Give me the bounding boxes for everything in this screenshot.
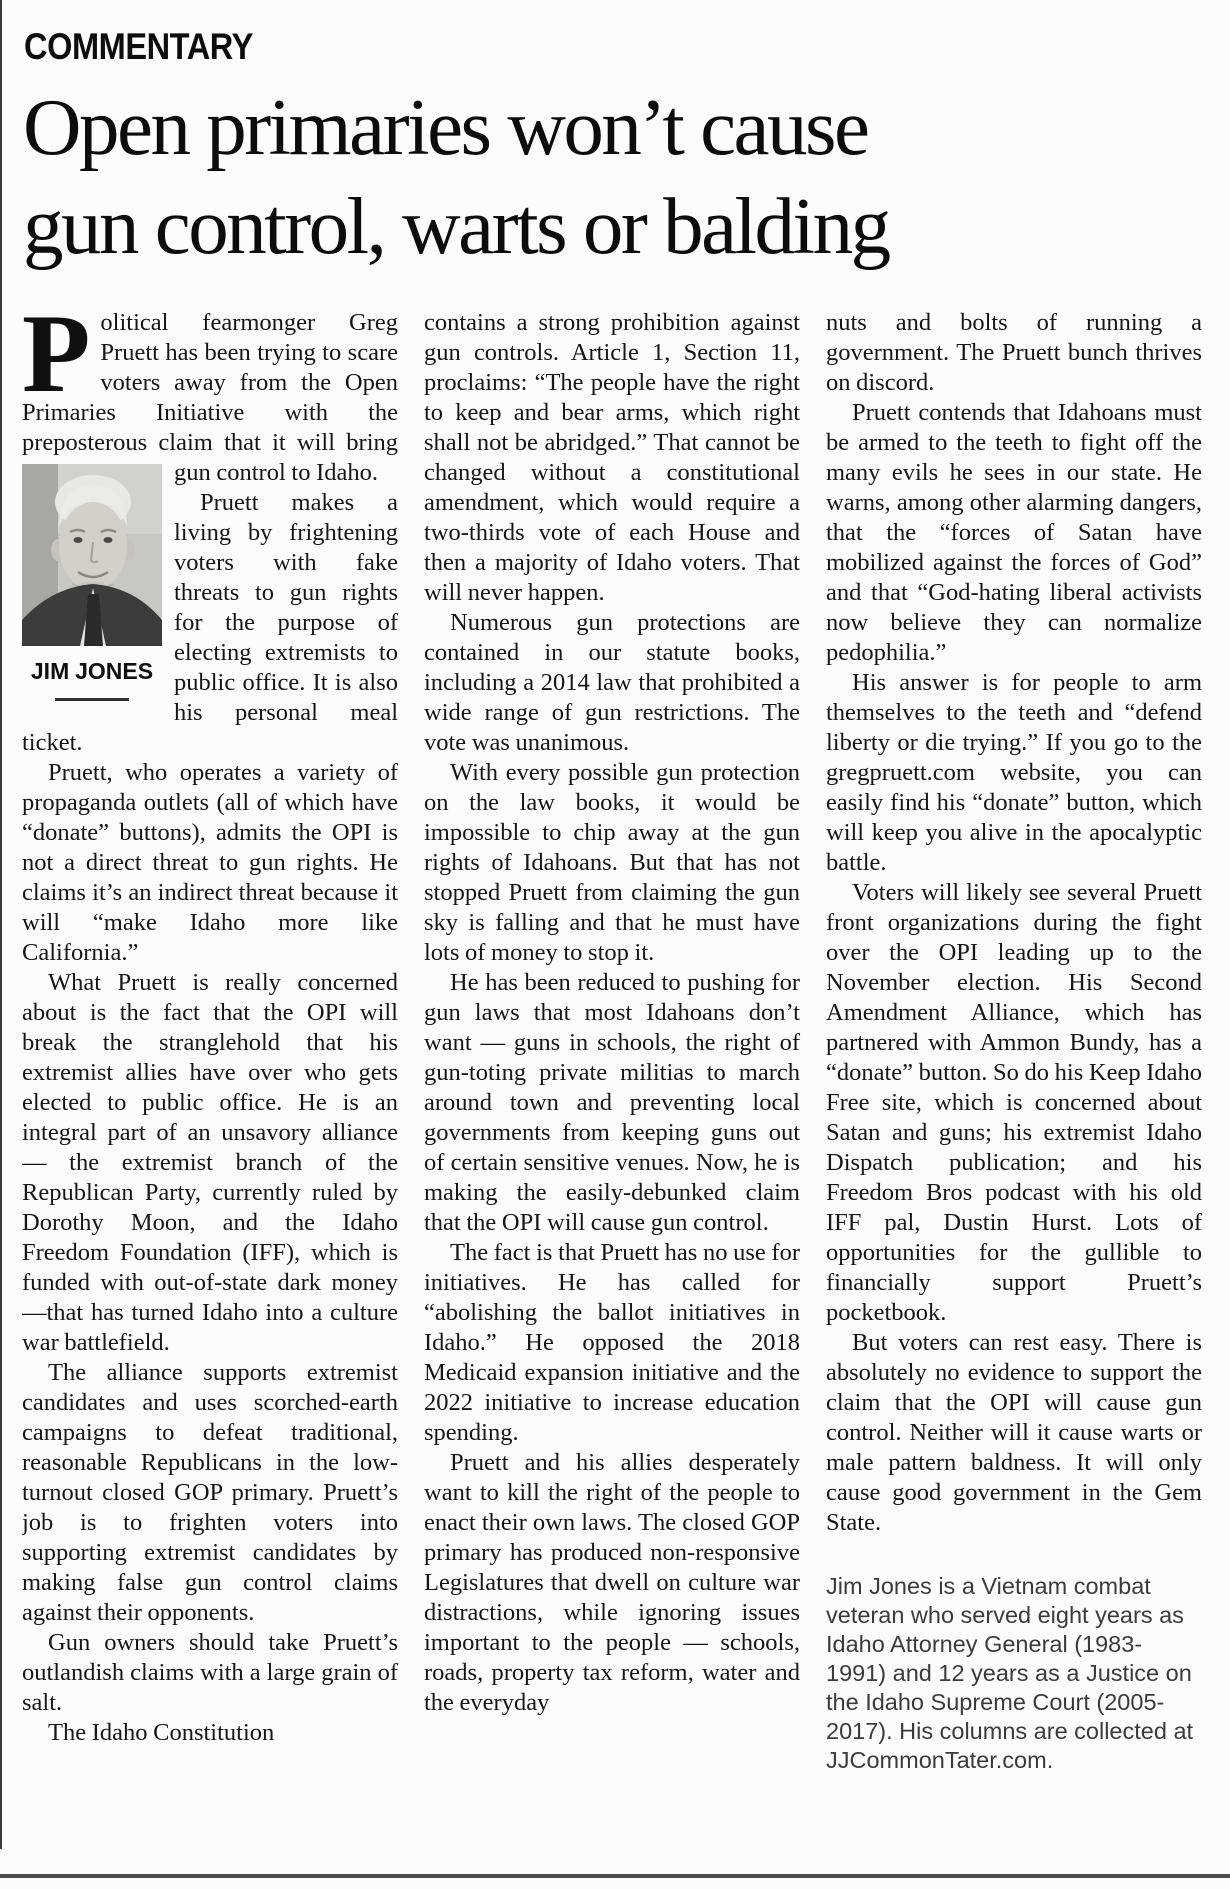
opening-text-before-photo: olitical fearmonger Greg Pruett has been trying to scare voters away from the Open Primaries Initiative with the preposterous claim that it will bbox=[22, 309, 398, 456]
article-paragraph: His answer is for people to arm themselves to the teeth and “defend liberty or die trying.” If you go to the gregpruett.com website, you can easily find his “donate” button, which will keep you alive in the apocalyptic battle. bbox=[826, 669, 1202, 876]
article-paragraph: Pruett contends that Idahoans must be armed to the teeth to fight off the many evils he sees in our state. He warns, among other alarming dangers, that the “forces of Satan have mobilized against the forces of God” and that “God-hating liberal activists now believe they can normalize pedophilia.” bbox=[826, 399, 1202, 666]
article-paragraph: Pruett and his allies desperately want to kill the right of the people to enact their own laws. The closed GOP primary has produced non-responsive Legislatures that dwell on culture war distractions, while ignoring issues important to the people — schools, roads, property tax reform, water and the everyday bbox=[424, 1449, 800, 1716]
caption-divider-rule bbox=[55, 698, 129, 701]
column-2 bbox=[424, 308, 800, 1889]
headline-line-1: Open primaries won’t cause bbox=[23, 82, 868, 172]
article-paragraph: The Idaho Constitution bbox=[48, 1719, 275, 1746]
author-photo bbox=[22, 464, 162, 703]
article-paragraph: The alliance supports extremist candidates and uses scorched-earth campaigns to defeat traditional, reasonable Republicans in the low-turnout closed GOP primary. Pruett’s job is to frighten voters into supporting extremist candidates by making false gun control claims against their opponents. bbox=[22, 1359, 398, 1626]
article-paragraph: Pruett makes a living by frightening voters with fake threats to gun rights for the purpose of electing extremists to public office. It is also his personal meal ticket. bbox=[22, 489, 398, 756]
article-paragraph: What Pruett is really concerned about is the fact that the OPI will break the stranglehold that his extremist allies have over who gets elected to public office. He is an integral part of an unsavory alliance — the extremist branch of the Republican Party, currently ruled by Dorothy Moon, and the Idaho Freedom Foundation (IFF), which is funded with out-of-state dark money —that has turned Idaho into a culture war battlefield. bbox=[22, 969, 398, 1356]
column-2-paragraphs bbox=[424, 308, 800, 1718]
drop-cap: P bbox=[22, 308, 91, 416]
article-paragraph: The fact is that Pruett has no use for initiatives. He has called for “abolishing the ballot initiatives in Idaho.” He opposed the 2018 Medicaid expansion initiative and the 2022 initiative to increase education spending. bbox=[424, 1239, 800, 1446]
column-3 bbox=[826, 308, 1202, 1889]
article-paragraph: With every possible gun protection on the law books, it would be impossible to chip away at the gun rights of Idahoans. But that has not stopped Pruett from claiming the gun sky is falling and that he must have lots of money to stop it. bbox=[424, 759, 800, 966]
opening-text-after-photo: bring gun control to Idaho. bbox=[174, 429, 398, 486]
article-paragraph: contains a strong prohibition against gun controls. Article 1, Section 11, proclaims: “The people have the right to keep and bear arms, which right shall not be abridged.” That cannot be changed without a constitutional amendment, which would require a two-thirds vote of each House and then a majority of Idaho voters. That will never happen. bbox=[424, 309, 800, 606]
section-kicker: COMMENTARY bbox=[24, 26, 253, 67]
column-1 bbox=[22, 308, 398, 1889]
bottom-page-rule bbox=[0, 1874, 1230, 1878]
jim-jones-portrait-photo bbox=[22, 464, 162, 646]
headline-line-2: gun control, warts or balding bbox=[23, 181, 889, 271]
article-paragraph: Voters will likely see several Pruett front organizations during the fight over the OPI leading up to the November election. His Second Amendment Alliance, which has partnered with Ammon Bundy, has a “donate” button. So do his Keep Idaho Free site, which is concerned about Satan and guns; his extremist Idaho Dispatch publication; and his Freedom Bros podcast with his old IFF pal, Dustin Hurst. Lots of opportunities for the gullible to financially support Pruett’s pocketbook. bbox=[826, 879, 1202, 1326]
article-paragraph: Gun owners should take Pruett’s outlandish claims with a large grain of salt. bbox=[22, 1629, 398, 1716]
article-paragraph: Numerous gun protections are contained in our statute books, including a 2014 law that prohibited a wide range of gun restrictions. The vote was unanimous. bbox=[424, 609, 800, 756]
article-paragraph: But voters can rest easy. There is absolutely no evidence to support the claim that the OPI will cause gun control. Neither will it cause warts or male pattern baldness. It will only cause good government in the Gem State. bbox=[826, 1329, 1202, 1536]
left-column-rule bbox=[0, 0, 2, 1849]
article-paragraph: nuts and bolts of running a government. The Pruett bunch thrives on discord. bbox=[826, 309, 1202, 396]
article-paragraph: Pruett, who operates a variety of propaganda outlets (all of which have “donate” buttons), admits the OPI is not a direct threat to gun rights. He claims it’s an indirect threat because it will “make Idaho more like California.” bbox=[22, 759, 398, 966]
article-headline bbox=[23, 78, 1202, 276]
photo-caption: JIM JONES bbox=[30, 658, 154, 684]
author-bio: Jim Jones is a Vietnam combat veteran who served eight years as Idaho Attorney General (1983-1991) and 12 years as a Justice on the Idaho Supreme Court (2005-2017). His columns are collected at JJCommonTater.com. bbox=[826, 1573, 1194, 1773]
article-columns bbox=[22, 308, 1202, 1889]
column-3-paragraphs bbox=[826, 308, 1202, 1538]
article-paragraph: He has been reduced to pushing for gun laws that most Idahoans don’t want — guns in schools, the right of gun-toting private militias to march around town and preventing local governments from keeping guns out of certain sensitive venues. Now, he is making the easily-debunked claim that the OPI will cause gun control. bbox=[424, 969, 800, 1236]
